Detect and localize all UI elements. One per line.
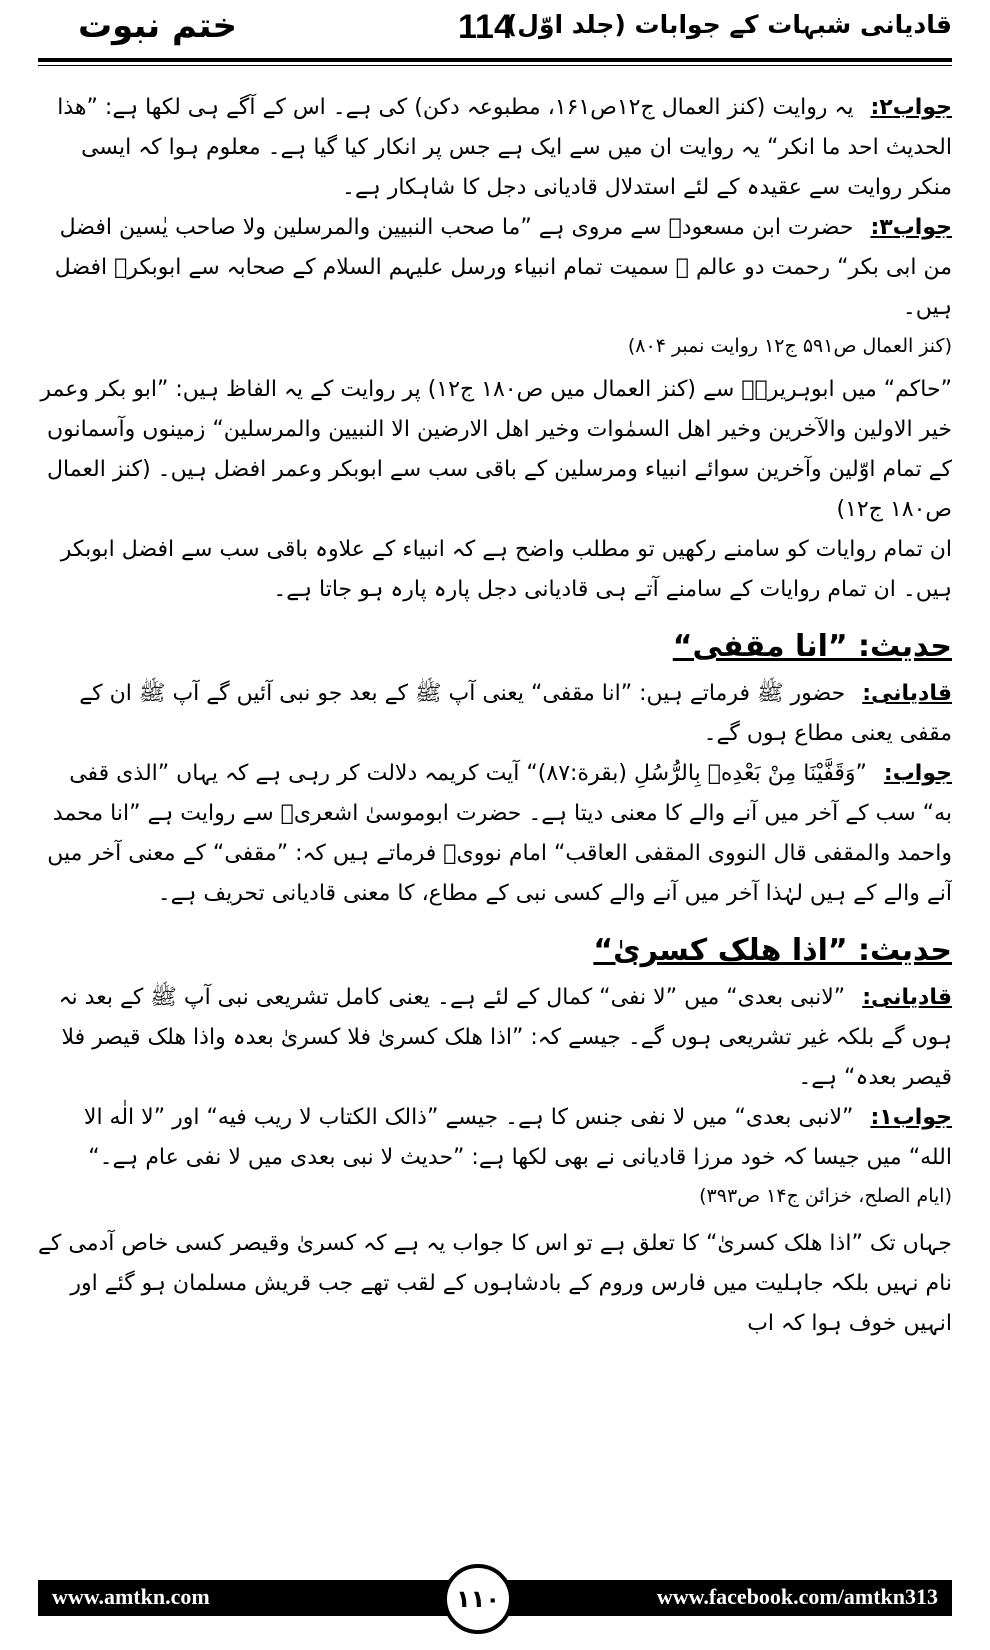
jawab-3-label: جواب۳: — [870, 215, 952, 240]
jawab-2-label: جواب۲: — [870, 95, 952, 120]
spacer — [38, 1214, 952, 1224]
facebook-link[interactable]: www.facebook.com/amtkn313 — [656, 1584, 938, 1609]
reference-2: (ایام الصلح، خزائن ج۱۴ ص۳۹۳) — [699, 1185, 952, 1207]
series-title: ختم نبوت — [78, 6, 238, 46]
jawab-1-label: جواب۱: — [870, 1105, 952, 1130]
hakim-paragraph: ”حاکم“ میں ابوہریرہؓ سے (کنز العمال میں ص۱۸۰ ج۱۲) پر روایت کے یہ الفاظ ہیں: ”ابو بکر وعمر خیر الاولین والآخرین وخیر اھل السمٰوات وخیر اھل الارضین الا النبیین والمرسلین“ زمینوں وآسمانوں کے تمام اوّلین وآخرین سوائے انبیاء ومرسلین کے باقی سب سے ابوبکر وعمر افضل ہیں۔ (کنز العمال ص۱۸۰ ج۱۲) — [40, 377, 952, 522]
qadiani-1-text: حضور ﷺ فرماتے ہیں: ”انا مقفی“ یعنی آپ ﷺ کے بعد جو نبی آئیں گے آپ ﷺ ان کے مقفی یعنی مطاع ہوں گے۔ — [79, 681, 952, 746]
final-paragraph: جہاں تک ”اذا ھلک کسریٰ“ کا تعلق ہے تو اس کا جواب یہ ہے کہ کسریٰ وقیصر کسی خاص آدمی کے نام نہیں بلکہ جاہلیت میں فارس وروم کے بادشاہوں کے لقب تھے جب قریش مسلمان ہو گئے اور انہیں خوف ہوا کہ اب — [38, 1231, 952, 1336]
header-rule-thin — [38, 65, 952, 66]
page-footer — [38, 1580, 952, 1616]
jawab-muqaffi — [38, 754, 952, 914]
page-number-bottom: ۱۱۰ — [443, 1564, 513, 1634]
reference-1: (کنز العمال ص۵۹۱ ج۱۲ روایت نمبر ۸۰۴) — [627, 335, 952, 357]
jawab-1 — [38, 1098, 952, 1178]
website-link[interactable]: www.amtkn.com — [52, 1584, 210, 1609]
jawab-2-text: یہ روایت (کنز العمال ج۱۲ص۱۶۱، مطبوعہ دکن) کی ہے۔ اس کے آگے ہی لکھا ہے: ”ھذا الحدیث احد ما انکر“ یہ روایت ان میں سے ایک ہے جس پر انکار کیا گیا ہے۔ معلوم ہوا کہ ایسی منکر روایت سے عقیدہ کے لئے استدلال قادیانی دجل کا شاہکار ہے۔ — [57, 95, 952, 200]
book-title: قادیانی شبہات کے جوابات (جلد اوّل) — [505, 10, 952, 39]
qadiani-2 — [38, 978, 952, 1098]
jawab-3-text: حضرت ابن مسعودؓ سے مروی ہے ”ما صحب النبیین والمرسلین ولا صاحب یٰسین افضل من ابی بکر“ رحمت دو عالم ﷺ سمیت تمام انبیاء ورسل علیہم السلام کے صحابہ سے ابوبکرؓ افضل ہیں۔ — [54, 215, 952, 320]
qadiani-1 — [38, 674, 952, 754]
body-text — [38, 88, 952, 1568]
jawab-1-text: ”لانبی بعدی“ میں لا نفی جنس کا ہے۔ جیسے ”ذالک الکتاب لا ریب فیه“ اور ”لا الٰه الا الله“ میں جیسا کہ خود مرزا قادیانی نے بھی لکھا ہے: ”حدیث لا نبی بعدی میں لا نفی عام ہے۔“ — [83, 1105, 952, 1170]
qadiani-2-text: ”لانبی بعدی“ میں ”لا نفی“ کمال کے لئے ہے۔ یعنی کامل تشریعی نبی آپ ﷺ کے بعد نہ ہوں گے بلکہ غیر تشریعی ہوں گے۔ جیسے کہ: ”اذا ھلک کسریٰ فلا کسریٰ بعدہ واذا ھلک قیصر فلا قیصر بعدہ“ ہے۔ — [58, 985, 952, 1090]
section-title-ana-muqaffi: حدیث: ”انا مقفی“ — [672, 629, 952, 664]
conclusion-paragraph: ان تمام روایات کو سامنے رکھیں تو مطلب واضح ہے کہ انبیاء کے علاوہ باقی سب سے افضل ابوبکر ہیں۔ ان تمام روایات کے سامنے آتے ہی قادیانی دجل پارہ پارہ ہو جاتا ہے۔ — [60, 537, 952, 602]
jawab-muqaffi-text: ”وَقَفَّيْنَا مِنْ بَعْدِهٖ بِالرُّسُلِ (بقرة:۸۷)“ آیت کریمہ دلالت کر رہی ہے کہ یہاں ”الذی قفی به“ سب کے آخر میں آنے والے کا معنی دیتا ہے۔ حضرت ابوموسیٰ اشعریؓ سے روایت ہے ”انا محمد واحمد والمقفی قال النووی المقفی العاقب“ امام نوویؒ فرماتے ہیں کہ: ”مقفی“ کے معنی آخر میں آنے والے کے ہیں لہٰذا آخر میں آنے والے کسی نبی کے مطاع، کا معنی قادیانی تحریف ہے۔ — [47, 761, 952, 906]
jawab-muqaffi-label: جواب: — [883, 761, 952, 786]
qadiani-2-label: قادیانی: — [862, 985, 952, 1010]
page-number-top: 114 — [458, 8, 513, 46]
jawab-3 — [38, 208, 952, 328]
jawab-2 — [38, 88, 952, 208]
qadiani-1-label: قادیانی: — [862, 681, 952, 706]
page-header — [38, 6, 952, 54]
section-title-kisra: حدیث: ”اذا ھلک کسریٰ“ — [593, 933, 952, 968]
header-rule — [38, 58, 952, 62]
